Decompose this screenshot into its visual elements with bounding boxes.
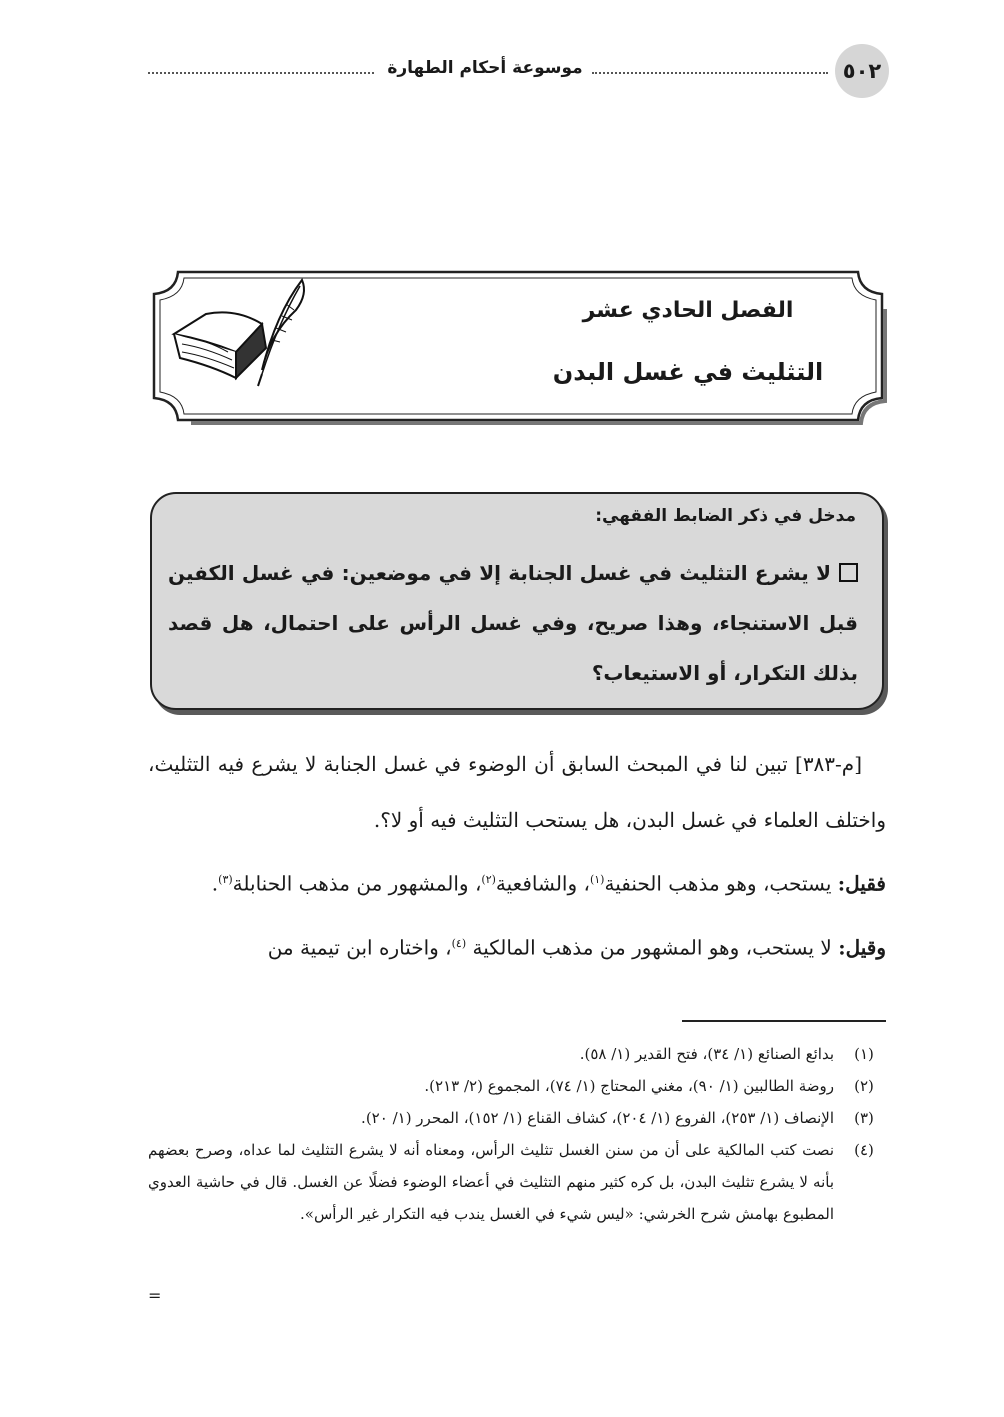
opinion-text: ، والشافعية — [495, 871, 590, 896]
footnote-number: (٣) — [854, 1109, 874, 1127]
paragraph-first-opinion — [148, 852, 886, 912]
footnote-ref: (٤) — [451, 936, 467, 950]
opinion-text: ، والمشهور من مذهب الحنابلة — [232, 871, 482, 896]
footnote-number: (٢) — [854, 1077, 874, 1095]
footnote-ref: (١) — [589, 873, 605, 886]
opinion-label: فقيل: — [837, 871, 886, 896]
continuation-mark: = — [148, 1286, 162, 1305]
opinion-text: ، واختاره ابن تيمية من — [267, 935, 452, 960]
footnote-text: بدائع الصنائع (١/ ٣٤)، فتح القدير (١/ ٥٨). — [579, 1045, 834, 1063]
footnote — [148, 1070, 886, 1102]
chapter-label: الفصل الحادي عشر — [582, 298, 794, 323]
checkbox-icon — [839, 563, 858, 582]
footnote-text: روضة الطالبين (١/ ٩٠)، مغني المحتاج (١/ ٧٤)، المجموع (٢/ ٢١٣). — [424, 1077, 834, 1095]
paragraph-second-opinion — [148, 916, 886, 976]
running-title: موسوعة أحكام الطهارة — [387, 58, 583, 78]
footnote-separator — [682, 1020, 886, 1022]
footnote-text: نصت كتب المالكية على أن من سنن الغسل تثليث الرأس، ومعناه أنه لا يشرع التثليث لما عداه، وصرح بعضهم بأنه لا يشرع تثليث البدن، بل كره كثير منهم التثليث في أعضاء الوضوء فضلًا عن الغسل. قال في حاشية العدوي المطبوع بهامش شرح الخرشي: «ليس شيء في الغسل يندب فيه التكرار غير الرأس». — [148, 1141, 834, 1223]
footnote — [148, 1134, 886, 1230]
page-number: ٥٠٢ — [835, 44, 889, 98]
footnotes — [148, 1038, 886, 1230]
paragraph-intro: [م-٣٨٣] تبين لنا في المبحث السابق أن الوضوء في غسل الجنابة لا يشرع فيه التثليث، واختلف العلماء في غسل البدن، هل يستحب التثليث فيه أو لا؟. — [148, 752, 886, 832]
chapter-heading-frame — [148, 266, 888, 426]
footnote-number: (١) — [854, 1045, 874, 1063]
footnote — [148, 1038, 886, 1070]
header-dots-left — [148, 72, 374, 74]
opinion-text: . — [211, 871, 219, 896]
footnote — [148, 1102, 886, 1134]
rule-text-block — [168, 548, 858, 698]
footnote-text: الإنصاف (١/ ٢٥٣)، الفروع (١/ ٢٠٤)، كشاف القناع (١/ ١٥٢)، المحرر (١/ ٢٠). — [361, 1109, 834, 1127]
body-text — [148, 736, 886, 975]
footnote-ref: (٢) — [481, 873, 496, 886]
opinion-label: وقيل: — [838, 935, 886, 960]
header-dots-right — [592, 72, 828, 74]
rule-text: لا يشرع التثليث في غسل الجنابة إلا في موضعين: في غسل الكفين قبل الاستنجاء، وهذا صريح، وفي غسل الرأس على احتمال، هل قصد بذلك التكرار، أو الاستيعاب؟ — [168, 561, 858, 685]
rule-heading: مدخل في ذكر الضابط الفقهي: — [595, 506, 856, 526]
opinion-text: يستحب، وهو مذهب الحنفية — [604, 871, 838, 896]
chapter-title: التثليث في غسل البدن — [552, 358, 824, 386]
footnote-number: (٤) — [854, 1141, 874, 1159]
opinion-text: لا يستحب، وهو المشهور من مذهب المالكية — [466, 935, 839, 960]
book-quill-icon — [166, 274, 316, 394]
rule-box — [150, 492, 884, 710]
footnote-ref: (٣) — [218, 873, 233, 886]
